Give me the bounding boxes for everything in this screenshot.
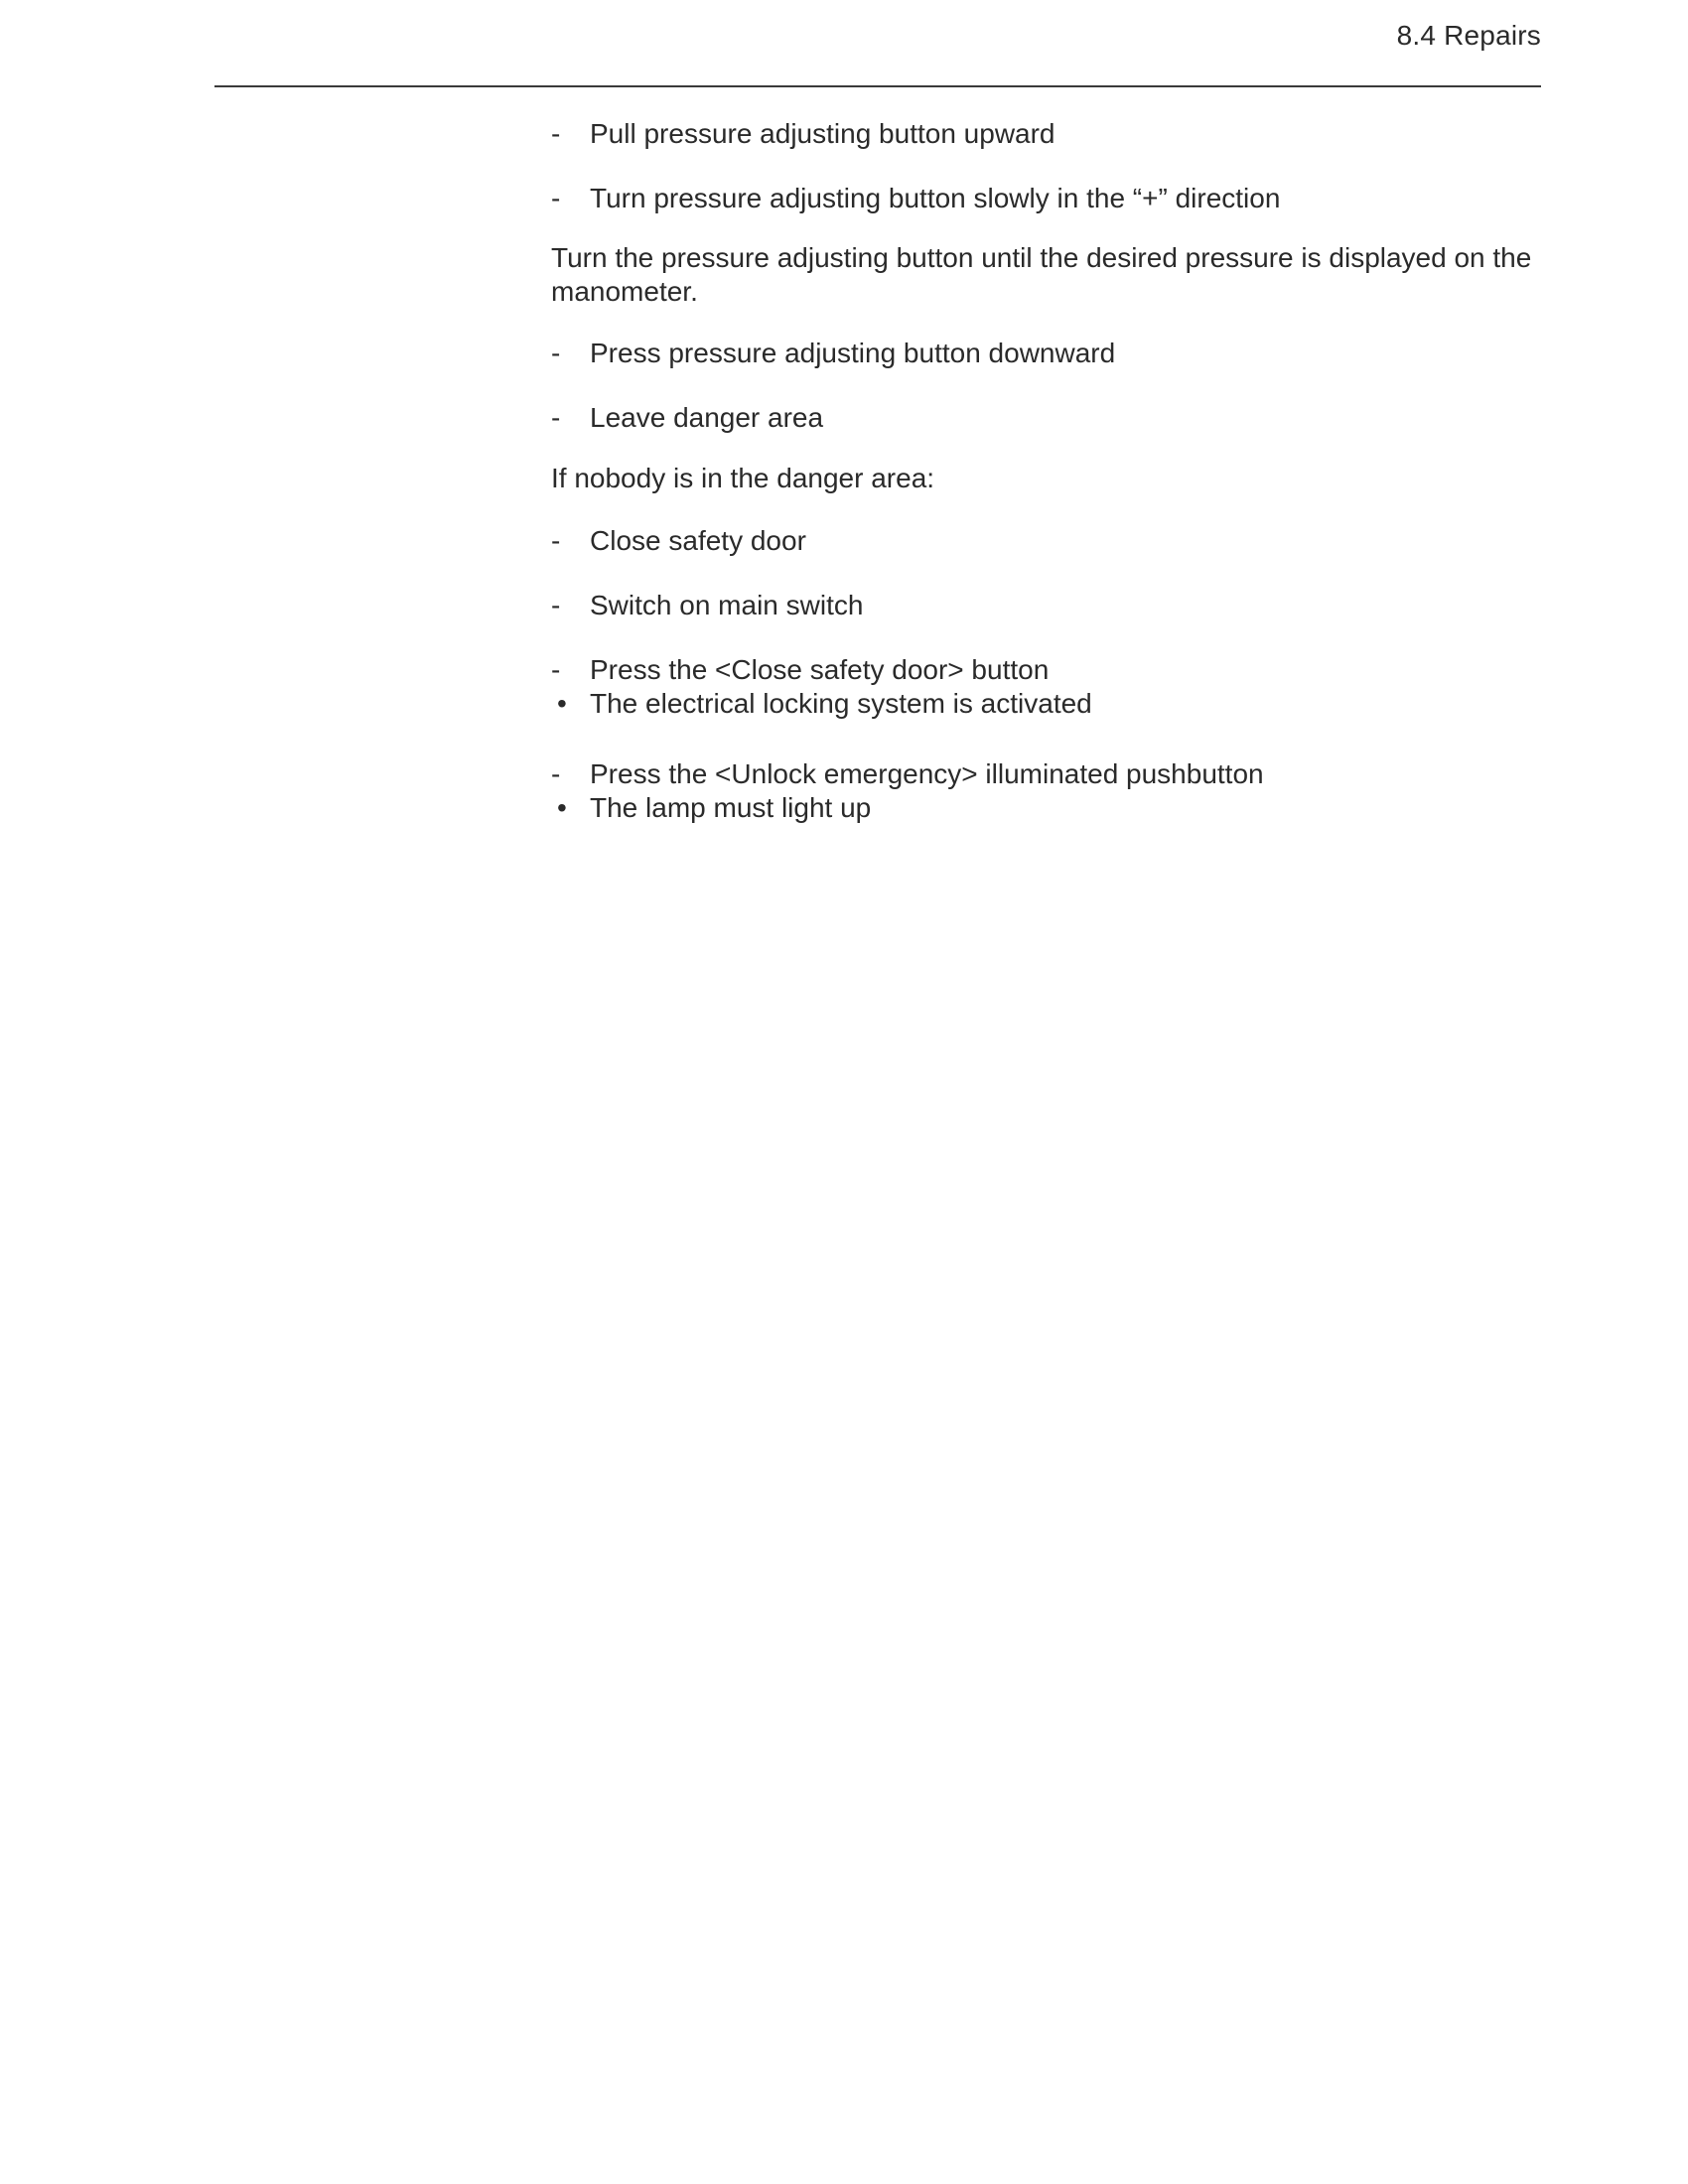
result-text: The electrical locking system is activated — [590, 688, 1092, 719]
step-turn-button — [551, 182, 1544, 215]
result-lamp — [551, 791, 1544, 825]
step-text: Leave danger area — [590, 402, 824, 433]
step-text: Pull pressure adjusting button upward — [590, 118, 1055, 149]
instructions — [551, 117, 1544, 825]
step-close-safety-door — [551, 524, 1544, 558]
step-close-door-button — [551, 653, 1544, 687]
step-main-switch — [551, 589, 1544, 622]
page-header — [0, 0, 1688, 89]
dash-marker: - — [551, 758, 561, 789]
dash-marker: - — [551, 525, 561, 556]
dash-marker: - — [551, 118, 561, 149]
step-text: Press pressure adjusting button downward — [590, 338, 1116, 368]
paragraph-danger-area: If nobody is in the danger area: — [551, 463, 935, 493]
step-press-button — [551, 337, 1544, 370]
bullet-marker: • — [557, 792, 567, 823]
dash-marker: - — [551, 402, 561, 433]
step-text: Press the <Close safety door> button — [590, 654, 1050, 685]
step-text: Close safety door — [590, 525, 806, 556]
dash-marker: - — [551, 590, 561, 620]
paragraph-desired-pressure: Turn the pressure adjusting button until the desired pressure is displayed on the manometer. — [551, 242, 1532, 307]
step-text: Turn pressure adjusting button slowly in the “+” direction — [590, 183, 1281, 213]
dash-marker: - — [551, 654, 561, 685]
step-leave-danger-area — [551, 401, 1544, 435]
dash-marker: - — [551, 338, 561, 368]
result-text: The lamp must light up — [590, 792, 872, 823]
step-text: Press the <Unlock emergency> illuminated pushbutton — [590, 758, 1264, 789]
header-rule — [214, 85, 1541, 87]
step-unlock-emergency — [551, 757, 1544, 791]
result-locking-system — [551, 687, 1544, 721]
section-title: 8.4 Repairs — [1396, 20, 1541, 51]
step-text: Switch on main switch — [590, 590, 864, 620]
step-pull-button — [551, 117, 1544, 151]
bullet-marker: • — [557, 688, 567, 719]
dash-marker: - — [551, 183, 561, 213]
